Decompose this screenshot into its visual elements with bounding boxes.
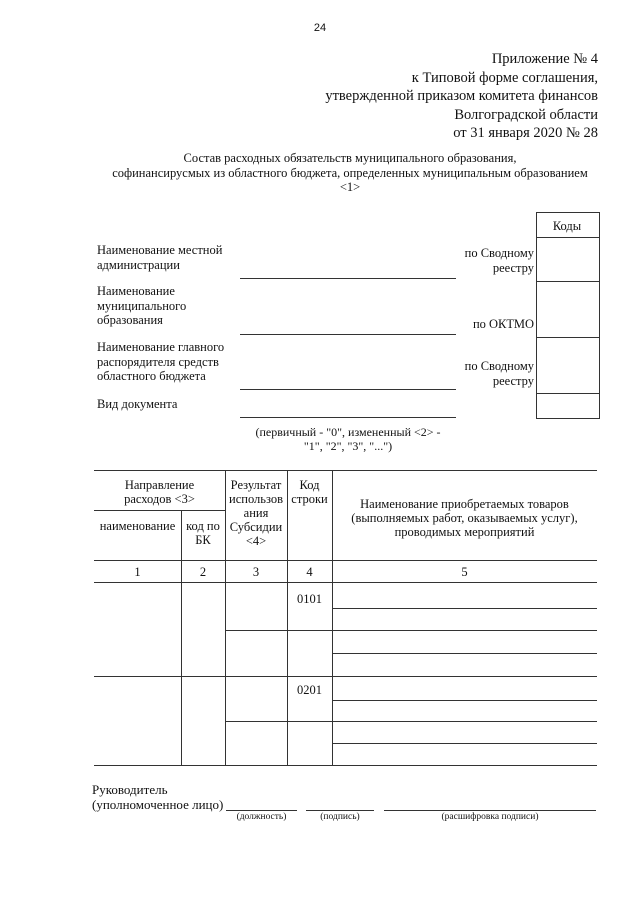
header-line: ания — [243, 506, 269, 520]
codes-divider — [536, 393, 599, 394]
label-line: администрации — [97, 257, 180, 272]
signature-line: Руководитель — [92, 782, 168, 797]
header-line: код по — [186, 519, 220, 533]
signature-sign-field[interactable] — [306, 810, 374, 811]
codes-box — [536, 212, 600, 419]
label-line: реестру — [492, 373, 534, 388]
field-label-administration — [97, 243, 222, 272]
header-line: Код — [299, 478, 320, 492]
header-line: Направление — [124, 478, 195, 492]
signature-name-field[interactable] — [384, 810, 596, 811]
label-line: по ОКТМО — [472, 317, 534, 331]
appendix-line: от 31 января 2020 № 28 — [453, 125, 598, 141]
field-label-budget-manager — [97, 340, 224, 384]
table-row-line — [225, 630, 597, 631]
header-line: БК — [195, 533, 211, 547]
label-line: Наименование местной — [97, 243, 223, 257]
table-col-line — [181, 510, 182, 766]
col-number: 5 — [461, 565, 468, 579]
table-row-line — [332, 653, 597, 654]
signature-label — [92, 783, 223, 812]
table-row-line — [225, 721, 597, 722]
codes-divider — [536, 337, 599, 338]
row-code: 0101 — [297, 592, 322, 606]
col-number: 4 — [306, 565, 313, 579]
header-row-code — [287, 478, 332, 506]
title-line: <1> — [339, 180, 361, 194]
field-label-municipality — [97, 284, 186, 328]
col-number: 3 — [252, 565, 260, 579]
label-line: реестру — [492, 260, 534, 275]
label-line: по Сводному — [464, 246, 534, 260]
codes-divider — [536, 281, 599, 282]
signature-line: (уполномоченное лицо) — [92, 796, 224, 812]
field-code-label-registry-2 — [465, 359, 534, 388]
title-line: софинансирусмых из областного бюджета, определенных муниципальным образованием — [112, 165, 588, 180]
codes-header: Коды — [552, 219, 582, 233]
header-direction — [94, 478, 225, 506]
field-code-label-oktmo — [473, 317, 534, 332]
note-line: (первичный - "0", измененный <2> - — [255, 425, 441, 439]
header-name: наименование — [99, 519, 176, 533]
header-line: Результат — [230, 478, 282, 492]
field-label-document-type — [97, 397, 177, 412]
label-line: распорядителя средств — [97, 354, 219, 369]
appendix-line: утвержденной приказом комитета финансов — [325, 88, 598, 104]
header-line: (выполняемых работ, оказываемых услуг), — [351, 511, 578, 525]
label-line: Наименование главного — [97, 340, 225, 354]
header-line: <4> — [245, 534, 267, 548]
row-code: 0201 — [297, 683, 322, 697]
header-result — [225, 478, 287, 548]
header-kbk — [181, 519, 225, 547]
page-number: 24 — [313, 22, 327, 34]
label-line: Вид документа — [97, 397, 178, 411]
table-row-line — [332, 608, 597, 609]
signature-position-field[interactable] — [226, 810, 297, 811]
document-title — [80, 151, 620, 195]
header-line: использов — [229, 492, 283, 506]
caption-signature: (подпись) — [320, 812, 360, 822]
header-line: проводимых мероприятий — [394, 525, 535, 539]
table-border-bottom — [94, 765, 597, 766]
table-row-line — [332, 700, 597, 701]
field-input-document-type[interactable] — [240, 417, 456, 418]
header-line: Наименование приобретаемых товаров — [360, 497, 569, 511]
table-row-line — [94, 676, 597, 677]
appendix-line: Волгоградской области — [454, 106, 598, 123]
label-line: областного бюджета — [97, 369, 206, 383]
header-goods — [332, 497, 597, 539]
label-line: образования — [97, 313, 163, 327]
field-input-municipality[interactable] — [240, 334, 456, 335]
appendix-line: к Типовой форме соглашения, — [411, 69, 598, 86]
table-col-line — [287, 470, 288, 766]
caption-full-name: (расшифровка подписи) — [441, 812, 539, 822]
note-line: "1", "2", "3", "...") — [303, 439, 393, 453]
header-line: расходов <3> — [124, 492, 195, 506]
col-number: 2 — [199, 565, 207, 579]
document-type-note — [240, 425, 456, 453]
appendix-header — [325, 50, 598, 143]
table-border-top — [94, 470, 597, 471]
field-input-administration[interactable] — [240, 278, 456, 279]
label-line: Наименование — [97, 284, 175, 298]
label-line: муниципального — [97, 298, 187, 313]
field-code-label-registry — [465, 246, 534, 275]
caption-position: (должность) — [236, 812, 287, 822]
header-line: Субсидии — [229, 520, 283, 534]
table-colnum-bottom — [94, 582, 597, 583]
field-input-budget-manager[interactable] — [240, 389, 456, 390]
table-header-divider — [94, 510, 225, 511]
expenditure-table — [94, 470, 597, 766]
codes-divider — [536, 237, 599, 238]
label-line: по Сводному — [464, 359, 534, 373]
title-line: Состав расходных обязательств муниципального образования, — [183, 151, 517, 165]
table-row-line — [332, 743, 597, 744]
table-header-bottom — [94, 560, 597, 561]
col-number: 1 — [134, 565, 141, 579]
header-line: строки — [291, 492, 328, 506]
appendix-line: Приложение № 4 — [491, 51, 598, 67]
